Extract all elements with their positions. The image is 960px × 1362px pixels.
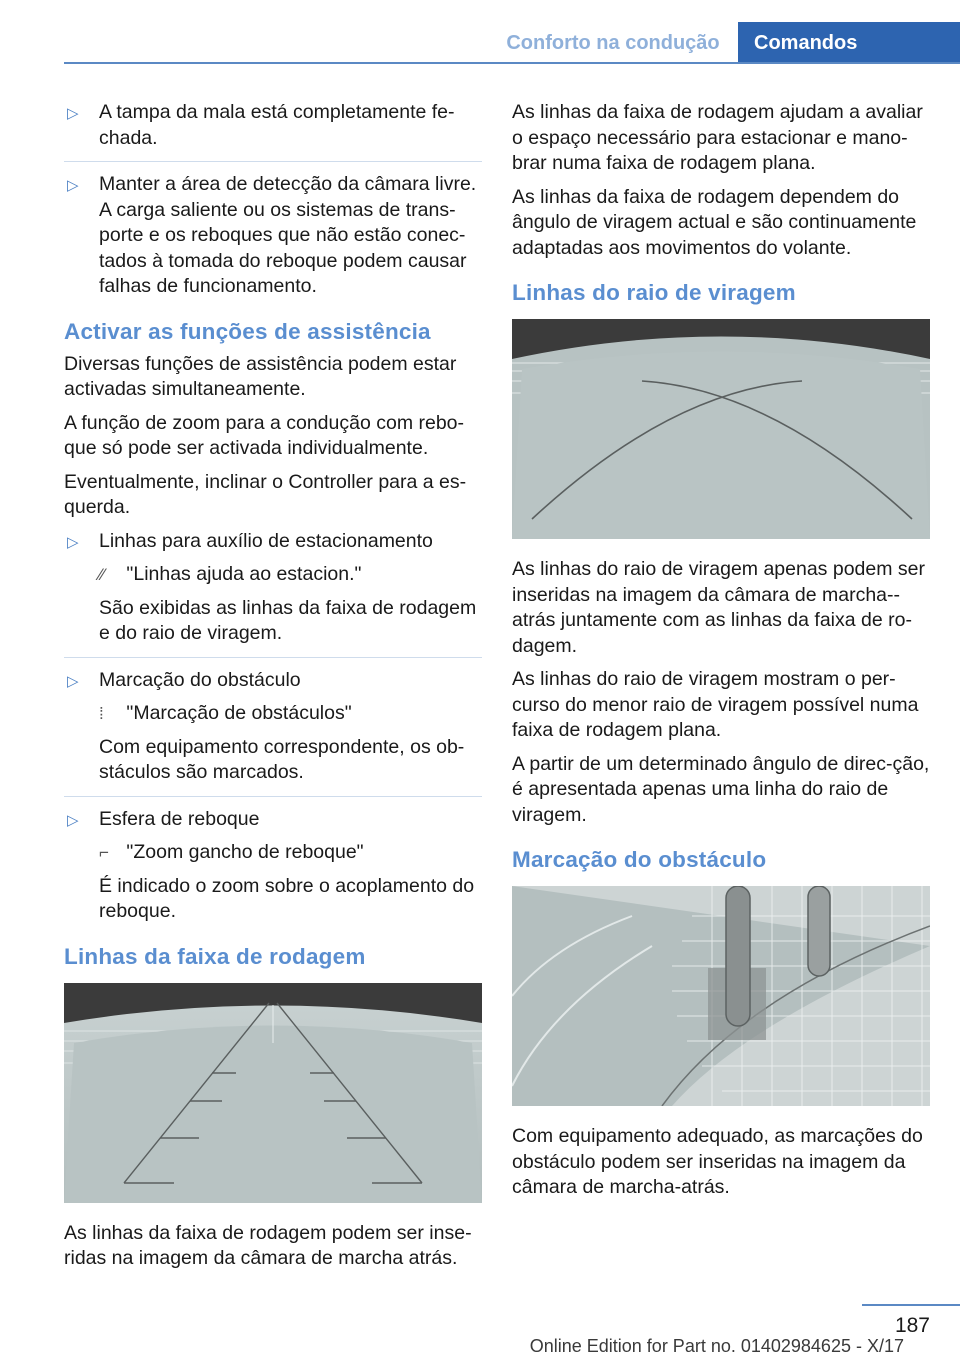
footer-edition: Online Edition for Part no. 01402984625 - X/17 (529, 1336, 904, 1356)
triangle-bullet-icon: ▷ (67, 533, 79, 551)
header-section-tab[interactable]: Conforto na condução (506, 32, 720, 54)
item-description: É indicado o zoom sobre o acoplamento do reboque. (99, 874, 475, 922)
page-number: 187 (894, 1314, 930, 1337)
paragraph: As linhas da faixa de rodagem ajudam a avaliar o espaço necessário para estacionar e mano-brar numa faixa de rodagem plana. (512, 101, 923, 174)
list-item-parking-lines: ▷ Linhas para auxílio de estacionamento (64, 529, 482, 555)
paragraph: Diversas funções de assistência podem estar activadas simultaneamente. (64, 352, 457, 400)
divider (64, 657, 482, 658)
turning-radius-image (512, 319, 930, 539)
tow-hitch-icon: ⌐ (99, 843, 109, 862)
paragraph: Eventualmente, inclinar o Controller para a es-querda. (64, 470, 467, 518)
divider (64, 796, 482, 797)
parking-lines-icon: ⁄⁄ (99, 565, 105, 584)
triangle-bullet-icon: ▷ (67, 177, 79, 194)
heading-lane-lines: Linhas da faixa de rodagem (64, 943, 366, 969)
list-item: ▷ A tampa da mala está completamente fe-chada. (67, 101, 455, 149)
header-chapter-tab[interactable]: Comandos (738, 22, 960, 62)
triangle-bullet-icon: ▷ (67, 105, 79, 122)
triangle-bullet-icon: ▷ (67, 811, 79, 829)
list-item-tow-hitch: ▷ Esfera de reboque (64, 807, 482, 833)
divider (64, 161, 482, 162)
right-column (512, 100, 930, 1209)
lane-lines-image (64, 983, 482, 1203)
heading-assist-functions: Activar as funções de assistência (64, 318, 431, 344)
left-column (64, 100, 482, 1280)
header-rule (64, 62, 960, 64)
list-item-obstacle-marking: ▷ Marcação do obstáculo (64, 668, 482, 694)
menu-entry-obstacle-marking[interactable]: ⁞ "Marcação de obstáculos" (64, 701, 482, 727)
triangle-bullet-icon: ▷ (67, 672, 79, 690)
footer-rule (862, 1304, 960, 1306)
paragraph: As linhas da faixa de rodagem podem ser inse-ridas na imagem da câmara de marcha atrás. (64, 1221, 472, 1269)
paragraph: As linhas do raio de viragem mostram o per-curso do menor raio de viragem possível numa faixa de rodagem plana. (512, 668, 919, 741)
obstacle-marking-image (512, 886, 930, 1106)
heading-obstacle-marking: Marcação do obstáculo (512, 847, 767, 872)
heading-turning-radius: Linhas do raio de viragem (512, 280, 796, 305)
list-item: ▷ Manter a área de detecção da câmara livre. A carga saliente ou os sistemas de trans-porte e os reboques que não estão conec-tados à tomada do reboque podem causar falhas de funcionamento. (67, 173, 477, 297)
paragraph: A função de zoom para a condução com rebo-que só pode ser activada individualmente. (64, 411, 464, 459)
item-description: São exibidas as linhas da faixa de rodagem e do raio de viragem. (99, 596, 477, 644)
paragraph: Com equipamento adequado, as marcações do obstáculo podem ser inseridas na imagem da câmara de marcha-atrás. (512, 1125, 923, 1198)
paragraph: As linhas do raio de viragem apenas podem ser inseridas na imagem da câmara de marcha--atrás juntamente com as linhas da faixa de ro-dagem. (512, 558, 925, 657)
paragraph: As linhas da faixa de rodagem dependem do ângulo de viragem actual e são continuamente adaptadas aos movimentos do volante. (512, 185, 917, 259)
menu-entry-tow-hitch[interactable]: ⌐ "Zoom gancho de reboque" (64, 840, 482, 866)
item-description: Com equipamento correspondente, os ob-stáculos são marcados. (99, 735, 465, 783)
paragraph: A partir de um determinado ângulo de direc-ção, é apresentada apenas uma linha do raio de viragem. (512, 752, 930, 826)
menu-entry-parking-lines[interactable]: ⁄⁄ "Linhas ajuda ao estacion." (64, 562, 482, 588)
obstacle-marking-icon: ⁞ (99, 704, 104, 723)
